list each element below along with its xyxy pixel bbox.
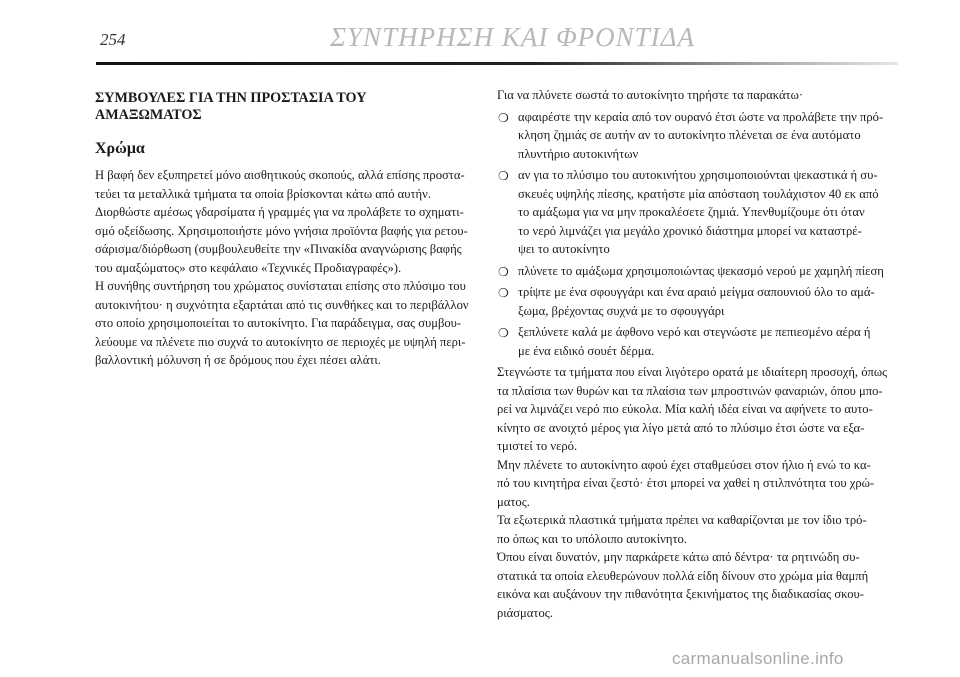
text-line: ριάσματος. [497,605,553,620]
circle-bullet-icon: ❍ [498,264,509,279]
section-title-line: ΑΜΑΞΩΜΑΤΟΣ [95,107,202,123]
text-line: στατικά τα οποία ελευθερώνουν πολλά είδη δίνουν στο χρώμα μία θαμπή [497,568,869,583]
list-item-line: με ένα ειδικό σουέτ δέρμα. [518,343,655,358]
list-item-line: ψει το αυτοκίνητο [518,242,610,256]
text-line: Όπου είναι δυνατόν, μην παρκάρετε κάτω από δέντρα· τα ρητινώδη συ- [497,550,860,564]
text-line: ματος. [497,494,530,509]
washing-steps-list [497,108,899,361]
paint-care-paragraph [95,277,483,370]
list-item-line: ξωμα, βρέχοντας συχνά με το σφουγγάρι [518,303,725,318]
text-line: τα πλαίσια των θυρών και τα πλαίσια των μπροστινών φαναριών, όπου μπο- [497,383,883,398]
text-line: Στεγνώστε τα τμήματα που είναι λιγότερο ορατά με ιδιαίτερη προσοχή, όπως [497,365,888,379]
list-item [497,108,899,164]
circle-bullet-icon: ❍ [498,286,509,300]
text-line: εικόνα και αυξάνουν την πιθανότητα ξεκινήματος της διαδικασίας σκου- [497,587,864,601]
text-line: Διορθώστε αμέσως γδαρσίματα ή γραμμές για να προλάβετε το σχηματι- [95,205,464,219]
text-line: τμιστεί το νερό. [497,439,578,453]
text-line: Η βαφή δεν εξυπηρετεί μόνο αισθητικούς σκοπούς, αλλά επίσης προστα- [95,168,465,182]
washing-advice-paragraph [497,511,899,548]
list-item-line: πλύνετε το αμάξωμα χρησιμοποιώντας ψεκασμό νερού με χαμηλή πίεση [518,263,884,278]
washing-advice-paragraph [497,456,899,512]
washing-advice-paragraph [497,363,899,456]
running-title: ΣΥΝΤΗΡΗΣΗ ΚΑΙ ΦΡΟΝΤΙΔΑ [330,22,696,52]
watermark: carmanualsonline.info [672,649,844,668]
list-item-line: το νερό λιμνάζει για μεγάλο χρονικό διάστημα μπορεί να καταστρέ- [518,223,862,238]
list-item-line: ξεπλύνετε καλά με άφθονο νερό και στεγνώστε με πεπιεσμένο αέρα ή [518,325,871,339]
list-item-line: αφαιρέστε την κεραία από τον ουρανό έτσι ώστε να προλάβετε την πρό- [518,109,884,124]
list-item-line: κληση ζημιάς σε αυτήν αν το αυτοκίνητο πλένεται σε ένα αυτόματο [518,128,861,142]
text-line: σάρισμα/διόρθωση (συμβουλευθείτε την «Πινακίδα αναγνώρισης βαφής [95,242,462,256]
list-item-line: πλυντήριο αυτοκινήτων [518,146,639,161]
text-line: στο οποίο χρησιμοποιείται το αυτοκίνητο. Για παράδειγμα, σας συμβου- [95,316,462,330]
text-line: κίνητο σε ανοιχτό μέρος για λίγο μετά από το πλύσιμο έτσι ώστε να εξα- [497,420,865,435]
washing-advice-paragraph [497,548,899,622]
right-paragraphs [497,363,899,622]
text-line: Τα εξωτερικά πλαστικά τμήματα πρέπει να καθαρίζονται με τον ίδιο τρό- [497,513,867,527]
text-line: αυτοκινήτου· η συχνότητα εξαρτάται από τις συνθήκες και το περιβάλλον [95,297,469,312]
circle-bullet-icon: ❍ [498,169,509,183]
text-line: σμό οξείδωσης. Χρησιμοποιήστε μόνο γνήσια προϊόντα βαφής για ρετου- [95,223,468,238]
text-line: Η συνήθης συντήρηση του χρώματος συνίσταται επίσης στο πλύσιμο του [95,279,466,293]
text-line: ρεί να λιμνάζει νερό πιο εύκολα. Μία καλή ιδέα είναι να αφήνετε το αυτο- [497,402,873,416]
text-line: του αμαξώματος» στο κεφάλαιο «Τεχνικές Προδιαγραφές»). [95,260,402,275]
header-rule [96,62,898,65]
list-item-line: το αμάξωμα για να μην προκαλέσετε ζημιά. Υπενθυμίζουμε ότι όταν [518,205,865,219]
text-line: πο όπως και το υπόλοιπο αυτοκίνητο. [497,531,687,546]
text-line: τεύει τα μεταλλικά τμήματα τα οποία βρίσκονται κάτω από αυτήν. [95,186,431,201]
text-line: λεύουμε να πλένετε πιο συχνά το αυτοκίνητο σε περιοχές με υψηλή περι- [95,334,466,349]
text-line: Μην πλένετε το αυτοκίνητο αφού έχει σταθμεύσει στον ήλιο ή ενώ το κα- [497,457,871,472]
section-title [95,90,483,124]
list-item [497,283,899,320]
right-column [497,86,899,622]
list-item [497,166,899,259]
list-item [497,262,899,281]
page-number: 254 [100,30,126,49]
section-title-line: ΣΥΜΒΟΥΛΕΣ ΓΙΑ ΤΗΝ ΠΡΟΣΤΑΣΙΑ ΤΟΥ [95,90,367,106]
subheading-paint: Χρώμα [95,140,145,157]
left-paragraphs [95,166,483,370]
circle-bullet-icon: ❍ [498,110,509,125]
list-item [497,323,899,360]
list-item-line: αν για το πλύσιμο του αυτοκινήτου χρησιμοποιούνται ψεκαστικά ή συ- [518,168,878,182]
list-item-line: σκευές υψηλής πίεσης, κρατήστε μία απόσταση τουλάχιστον 40 εκ από [518,186,879,201]
left-column [95,90,483,370]
circle-bullet-icon: ❍ [498,326,509,340]
text-line: βαλλοντική μόλυνση ή σε δρόμους που έχει πέσει αλάτι. [95,353,381,367]
list-item-line: τρίψτε με ένα σφουγγάρι και ένα αραιό μείγμα σαπουνιού όλο το αμά- [518,285,875,299]
text-line: πό του κινητήρα είναι ζεστό· έτσι μπορεί να χαθεί η στιλπνότητα του χρώ- [497,476,875,490]
paint-care-paragraph [95,166,483,277]
intro-line: Για να πλύνετε σωστά το αυτοκίνητο τηρήστε τα παρακάτω· [497,88,804,102]
